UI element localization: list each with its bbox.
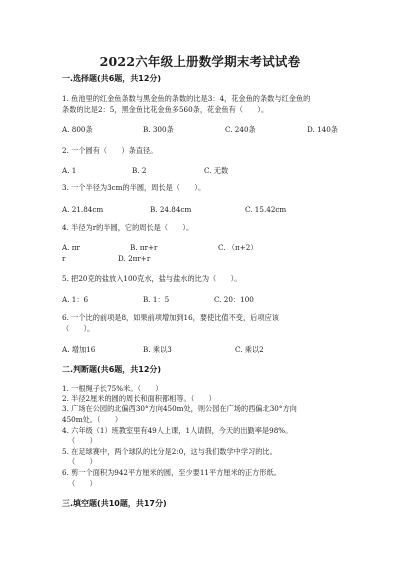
question-5-option-a: A. 1：6 [62, 295, 89, 304]
question-1-option-c: C. 240条 [225, 125, 256, 134]
judge-line: （ ） [68, 457, 97, 466]
question-6-option-c: C. 乘以2 [235, 345, 264, 354]
judge-line: 450m处。（ ） [62, 415, 123, 424]
question-3-option-a: A. 21.84cm [62, 205, 104, 214]
question-2-option-c: C. 无数 [204, 166, 229, 175]
question-1-option-b: B. 300条 [143, 125, 174, 134]
question-1-option-d: D. 140条 [307, 125, 338, 134]
question-3-line-1: 3. 一个半径为3cm的半圆，周长是（ ）。 [62, 183, 206, 192]
question-6-option-b: B. 乘以3 [143, 345, 172, 354]
question-3-option-b: B. 24.84cm [150, 205, 192, 214]
question-4-option-c-continued: r [62, 254, 66, 263]
judge-line: 2. 半径2厘米的圆的周长和面积都相等。（ ） [62, 394, 216, 403]
judge-line: 4. 六年级（1）班教室里有49人上课，1人请假，今天的出勤率是98%。 [62, 426, 293, 435]
judge-line: 6. 剪一个面积为942平方厘米的圆，至少要11平方厘米的正方形纸。 [62, 468, 281, 477]
section-heading-judge: 二.判断题(共6题，共12分) [62, 365, 162, 374]
question-5-option-c: C. 20：100 [214, 295, 254, 304]
judge-line: （ ） [68, 436, 97, 445]
question-6-line-1: 6. 一个比的前项是8，如果前项增加到16，要使比值不变，后项应该 [62, 313, 279, 322]
section-heading-fill: 三.填空题(共10题，共17分) [62, 499, 167, 508]
question-4-option-b: B. πr+r [130, 243, 158, 252]
page-title: 2022六年级上册数学期末考试试卷 [99, 54, 301, 69]
question-1-option-a: A. 800条 [62, 125, 93, 134]
judge-line: 1. 一根绳子长75%米。（ ） [62, 384, 163, 393]
question-1-line-2: 条数的比是2：5，黑金鱼比花金鱼多560条，花金鱼有（ ）。 [62, 105, 269, 114]
judge-line: （ ） [68, 479, 97, 488]
question-3-option-c: C. 15.42cm [245, 205, 287, 214]
question-2-option-b: B. 2 [132, 166, 147, 175]
judge-line: 3. 广场在公园的北偏西30°方向450m处，则公园在广场的西偏北30°方向 [62, 404, 297, 413]
question-5-option-b: B. 1：5 [143, 295, 170, 304]
question-5-line-1: 5. 把20克的盐放入100克水，盐与盐水的比为（ ）。 [62, 274, 242, 283]
question-4-line-1: 4. 半径为r的半圆，它的周长是（ ）。 [62, 223, 194, 232]
question-1-line-1: 1. 鱼池里的红金鱼条数与黑金鱼的条数的比是3：4，花金鱼的条数与红金鱼的 [62, 94, 311, 103]
question-4-option-a: A. πr [62, 243, 80, 252]
question-2-line-1: 2. 一个圆有（ ）条直径。 [62, 146, 158, 155]
judge-line: 5. 在足球赛中，两个球队的比分是2:0，这与我们数学中学习的比。 [62, 447, 277, 456]
question-4-option-d: D. 2πr+r [118, 254, 151, 263]
question-4-option-c: C. （π+2） [218, 243, 258, 252]
question-2-option-a: A. 1 [62, 166, 77, 175]
question-6-option-a: A. 增加16 [62, 345, 96, 354]
question-6-line-2: （ ）。 [62, 324, 95, 333]
section-heading-choice: 一.选择题(共6题，共12分) [62, 74, 162, 83]
